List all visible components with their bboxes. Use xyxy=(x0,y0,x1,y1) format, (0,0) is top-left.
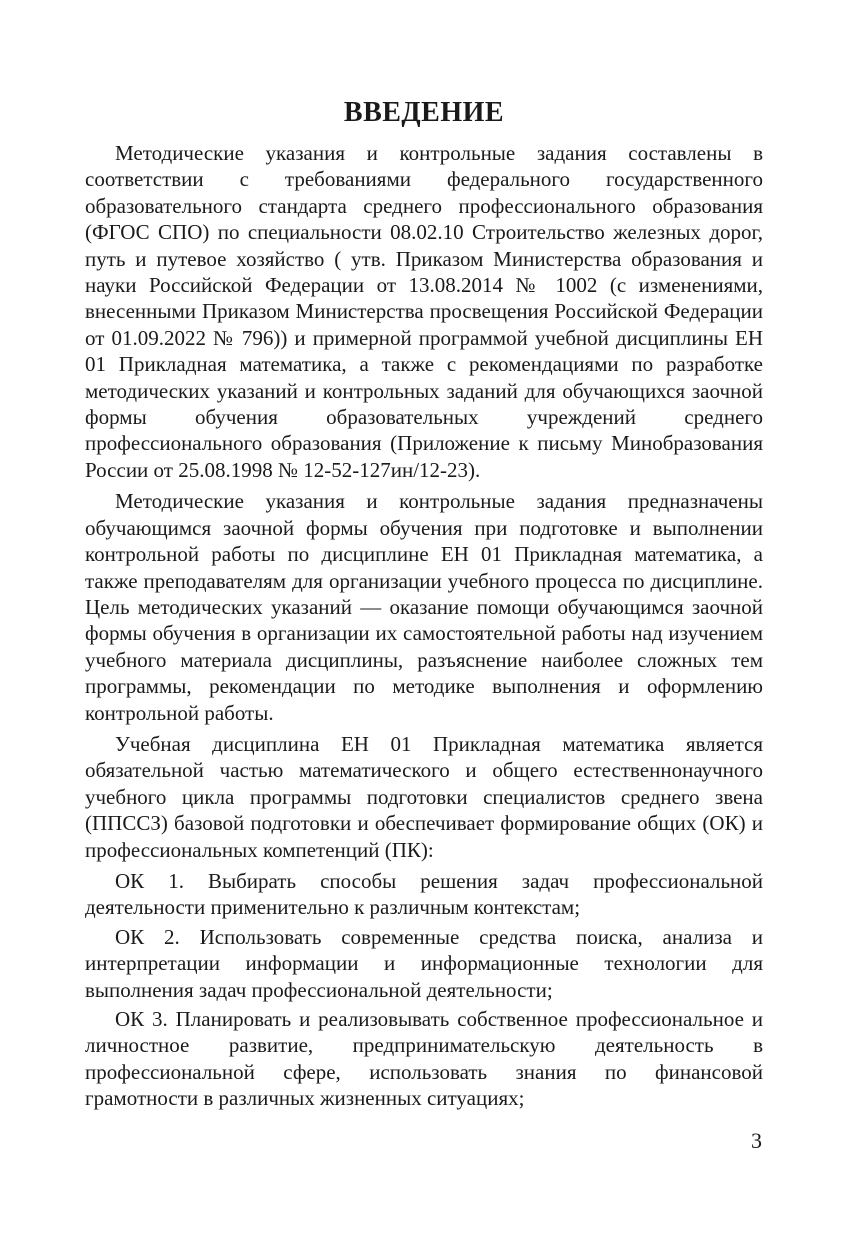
section-heading: ВВЕДЕНИЕ xyxy=(343,97,505,128)
page-number: 3 xyxy=(751,1128,762,1153)
competency-ok3: ОК 3. Планировать и реализовывать собственное профессиональное и личностное развитие, предпринимательскую деятельность в профессиональной сфере, использовать знания по финансовой грамотности в различных жизненных ситуациях; xyxy=(85,1007,763,1111)
competency-ok1: ОК 1. Выбирать способы решения задач профессиональной деятельности применительно к различным контекстам; xyxy=(85,868,763,920)
paragraph-purpose: Методические указания и контрольные задания предназначены обучающимся заочной формы обучения при подготовке и выполнении контрольной работы по дисциплине ЕН 01 Прикладная математика, а также преподавателям для организации учебного процесса по дисциплине. Цель методических указаний — оказание помощи обучающимся заочной формы обучения в организации их самостоятельной работы над изучением учебного материала дисциплины, разъяснение наиболее сложных тем программы, рекомендации по методике выполнения и оформлению контрольной работы. xyxy=(85,489,763,725)
paragraph-discipline: Учебная дисциплина ЕН 01 Прикладная математика является обязательной частью математического и общего естественнонаучного учебного цикла программы подготовки специалистов среднего звена (ППССЗ) базовой подготовки и обеспечивает формирование общих (ОК) и профессиональных компетенций (ПК): xyxy=(85,731,763,862)
paragraph-intro: Методические указания и контрольные задания составлены в соответствии с требованиями федерального государственного образовательного стандарта среднего профессионального образования (ФГОС СПО) по специальности 08.02.10 Строительство железных дорог, путь и путевое хозяйство ( утв. Приказом Министерства образования и науки Российской Федерации от 13.08.2014 № 1002 (с изменениями, внесенными Приказом Министерства просвещения Российской Федерации от 01.09.2022 № 796)) и примерной программой учебной дисциплины ЕН 01 Прикладная математика, а также с рекомендациями по разработке методических указаний и контрольных заданий для обучающихся заочной формы обучения образовательных учреждений среднего профессионального образования (Приложение к письму Минобразования России от 25.08.1998 № 12-52-127ин/12-23). xyxy=(85,141,763,482)
competency-ok2: ОК 2. Использовать современные средства поиска, анализа и интерпретации информации и информационные технологии для выполнения задач профессиональной деятельности; xyxy=(85,924,763,1002)
document-page xyxy=(85,96,763,1115)
